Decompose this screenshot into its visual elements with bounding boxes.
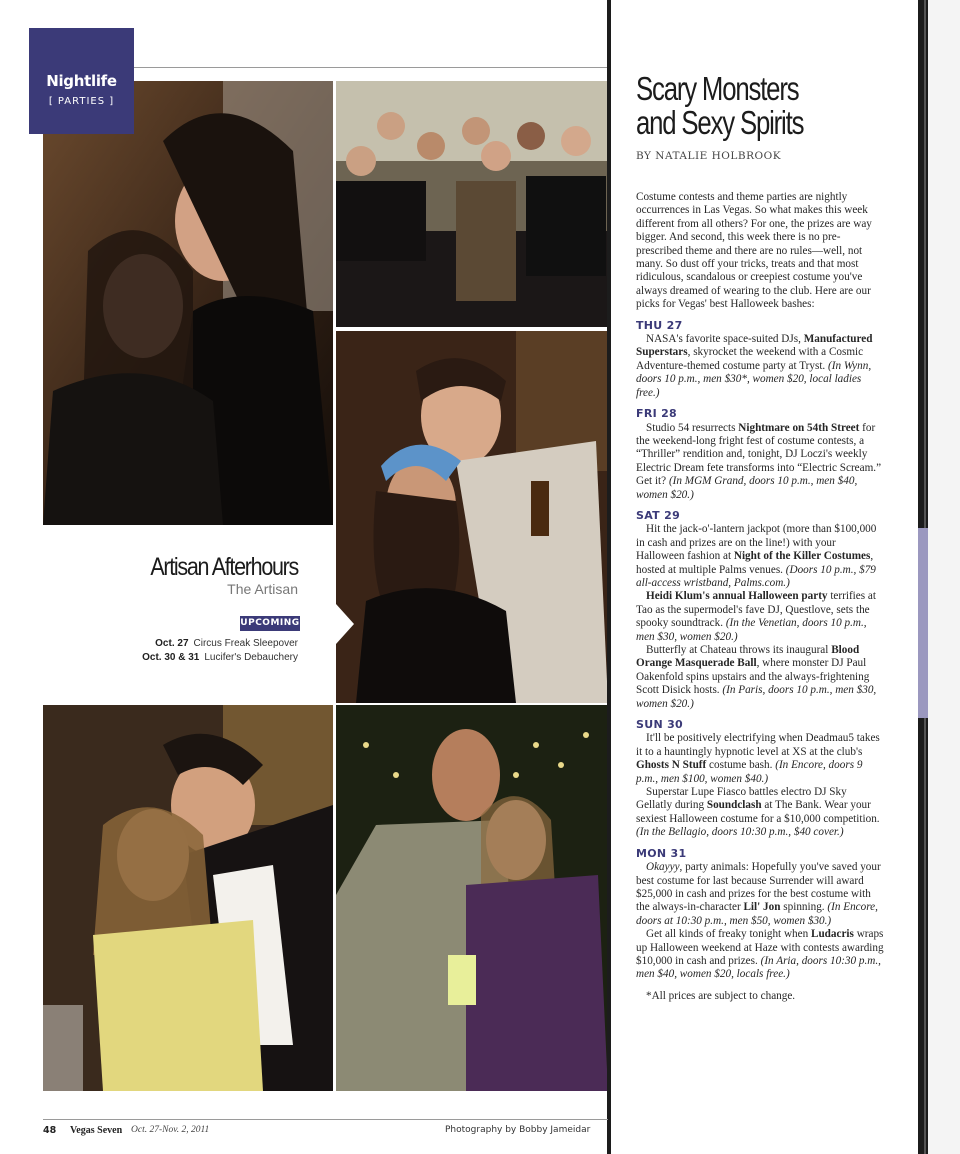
upcoming-event	[142, 652, 298, 663]
day-heading: SAT 29	[636, 508, 681, 522]
listing-paragraph: Studio 54 resurrects Nightmare on 54th Street for the weekend-long fright fest of costume contests, a “Thriller” rendition and, tonight, DJ Loczi's weekly Electric Dream fete transforms into “Electric Scream.” Get it? (In MGM Grand, doors 10 p.m., men $40, women $20.)	[636, 421, 882, 501]
magazine-name: Vegas Seven	[70, 1125, 123, 1136]
venue-title: Artisan Afterhours	[150, 553, 298, 581]
listing-paragraph: Hit the jack-o'-lantern jackpot (more than $100,000 in cash and prizes are on the line!) with your Halloween fashion at Night of the Killer Costumes, hosted at multiple Palms venues. (Doors 10 p.m., $79 all-access wristband, Palms.com.)	[636, 523, 877, 589]
photo-couple-lights	[336, 705, 608, 1091]
event-name: Lucifer's Debauchery	[204, 652, 298, 663]
top-rule	[134, 67, 608, 68]
listing-paragraph: Get all kinds of freaky tonight when Ludacris wraps up Halloween weekend at Haze with contests awarding $10,000 in cash and prizes. (In Aria, doors 10:30 p.m., men $40, women $20, locals free.)	[636, 928, 884, 981]
callout-pointer	[336, 604, 354, 644]
article-body	[636, 191, 884, 1003]
section-badge	[29, 28, 134, 134]
photo-couple-club	[43, 705, 333, 1091]
article-title-line: and Sexy Spirits	[636, 104, 804, 141]
listing-paragraph: NASA's favorite space-suited DJs, Manufactured Superstars, skyrocket the weekend with a Cosmic Adventure-themed costume party at Tryst. (In Wynn, doors 10 p.m., men $30*, women $20, local ladies free.)	[636, 333, 873, 399]
section-name: Nightlife	[46, 72, 117, 90]
article-intro: Costume contests and theme parties are nightly occurrences in Las Vegas. So what makes this week different from all others? For one, the prizes are way bigger. And second, this week there is no pre-prescribed theme and there are no rules—well, not many. So dust off your tricks, treats and that most ridiculous, scandalous or creepiest costume you've always dreamed of wearing to the club. Here are our picks for Vegas' best Halloweek bashes:	[636, 191, 872, 311]
listing-paragraph: It'll be positively electrifying when Deadmau5 takes it to a hauntingly hypnotic level at XS at the club's Ghosts N Stuff costume bash. (In Encore, doors 9 p.m., men $100, women $40.)	[636, 732, 880, 785]
day-heading: THU 27	[636, 318, 683, 332]
event-date: Oct. 27	[155, 638, 189, 649]
day-heading: MON 31	[636, 846, 687, 860]
upcoming-event	[155, 638, 298, 649]
listing-paragraph: Superstar Lupe Fiasco battles electro DJ Sky Gellatly during Soundclash at The Bank. Wear your sexiest Halloween costume for a $10,000 competition. (In the Bellagio, doors 10:30 p.m., $40 cover.)	[636, 786, 880, 839]
photo-two-women	[43, 81, 333, 525]
day-heading: SUN 30	[636, 718, 683, 732]
venue-subtitle: The Artisan	[227, 581, 298, 597]
price-footnote: *All prices are subject to change.	[646, 989, 796, 1002]
photo-couple-bar	[336, 331, 608, 703]
photo-group	[336, 81, 608, 327]
article-byline: BY NATALIE HOLBROOK	[636, 150, 782, 162]
upcoming-badge: UPCOMING	[240, 616, 300, 631]
issue-date: Oct. 27-Nov. 2, 2011	[131, 1125, 210, 1135]
listing-paragraph: Okayyy, party animals: Hopefully you've saved your best costume for last because Surrender will award $25,000 in cash and prizes for the best costume with the always-in-character Lil' Jon spinning. (In Encore, doors at 10:30 p.m., men $50, women $30.)	[636, 861, 881, 927]
listing-paragraph: Butterfly at Chateau throws its inaugural Blood Orange Masquerade Ball, where monster DJ Paul Oakenfold spins upstairs and the always-frightening Scott Disick hosts. (In Paris, doors 10 p.m., men $30, women $20.)	[636, 644, 877, 710]
section-subsection: [ PARTIES ]	[48, 96, 115, 107]
listing-paragraph: Heidi Klum's annual Halloween party terrifies at Tao as the supermodel's fave DJ, Questlove, sets the spooky soundtrack. (In the Venetian, doors 10 p.m., men $30, women $20.)	[636, 590, 876, 643]
article-title-line: Scary Monsters	[636, 70, 799, 107]
facing-page-edge	[928, 0, 960, 1154]
accent-bar	[918, 528, 928, 718]
footer-rule	[43, 1119, 608, 1120]
event-date: Oct. 30 & 31	[142, 652, 200, 663]
day-heading: FRI 28	[636, 407, 678, 421]
photo-credit: Photography by Bobby Jameidar	[445, 1125, 591, 1135]
event-name: Circus Freak Sleepover	[193, 638, 298, 649]
article-title	[636, 72, 906, 140]
page-number: 48	[43, 1125, 57, 1136]
